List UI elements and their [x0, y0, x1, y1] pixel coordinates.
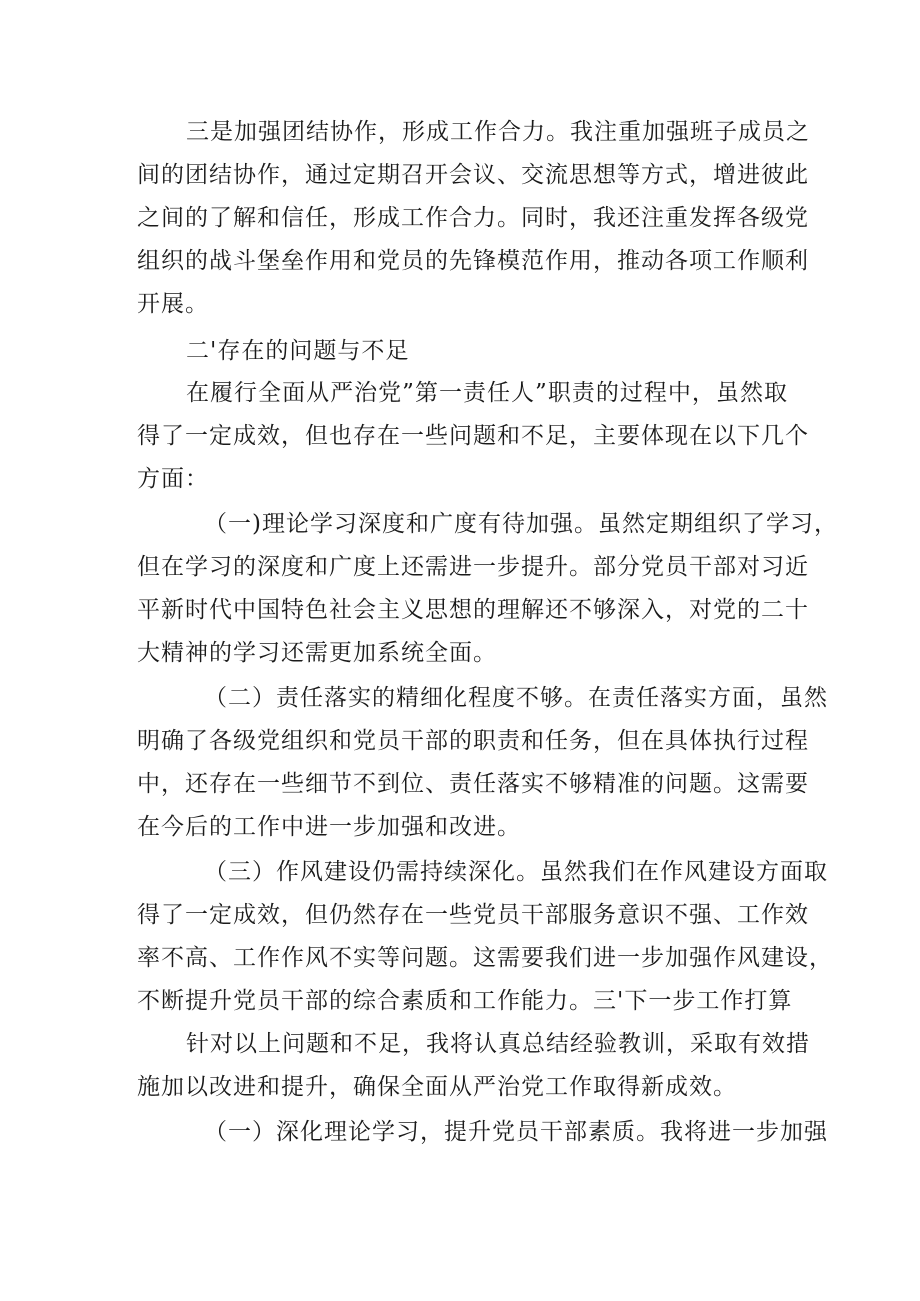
- text-line: 但在学习的深度和广度上还需进一步提升。部分党员干部对习近: [137, 554, 809, 580]
- section-heading: 二'存在的问题与不足: [186, 338, 410, 364]
- text-line: （三）作风建设仍需持续深化。虽然我们在作风建设方面取: [204, 859, 828, 885]
- text-line: 在今后的工作中进一步加强和改进。: [137, 814, 521, 840]
- text-line: 方面：: [137, 466, 209, 492]
- text-line: 间的团结协作，通过定期召开会议、交流思想等方式，增进彼此: [137, 162, 809, 188]
- text-line: 之间的了解和信任，形成工作合力。同时，我还注重发挥各级党: [137, 205, 809, 231]
- text-line: 得了一定成效，但也存在一些问题和不足，主要体现在以下几个: [137, 423, 809, 449]
- text-line: （一）深化理论学习，提升党员干部素质。我将进一步加强: [204, 1119, 828, 1145]
- text-line: 组织的战斗堡垒作用和党员的先锋模范作用，推动各项工作顺利: [137, 248, 809, 274]
- text-line: （二）责任落实的精细化程度不够。在责任落实方面，虽然: [204, 685, 828, 711]
- text-line: 施加以改进和提升，确保全面从严治党工作取得新成效。: [137, 1074, 737, 1100]
- text-line: 针对以上问题和不足，我将认真总结经验教训，采取有效措: [186, 1031, 810, 1057]
- text-line: 中，还存在一些细节不到位、责任落实不够精准的问题。这需要: [137, 771, 809, 797]
- text-line: （一)理论学习深度和广度有待加强。虽然定期组织了学习，: [204, 511, 838, 537]
- text-line: 得了一定成效，但仍然存在一些党员干部服务意识不强、工作效: [137, 902, 809, 928]
- text-line: 大精神的学习还需更加系统全面。: [137, 640, 497, 666]
- text-line: 不断提升党员干部的综合素质和工作能力。三'下一步工作打算: [137, 988, 793, 1014]
- text-line: 平新时代中国特色社会主义思想的理解还不够深入，对党的二十: [137, 597, 809, 623]
- text-line: 明确了各级党组织和党员干部的职责和任务，但在具体执行过程: [137, 728, 809, 754]
- text-line: 开展。: [137, 291, 209, 317]
- text-line: 在履行全面从严治党”第一责任人”职责的过程中，虽然取: [186, 380, 788, 406]
- text-line: 三是加强团结协作，形成工作合力。我注重加强班子成员之: [186, 119, 810, 145]
- text-line: 率不高、工作作风不实等问题。这需要我们进一步加强作风建设，: [137, 945, 833, 971]
